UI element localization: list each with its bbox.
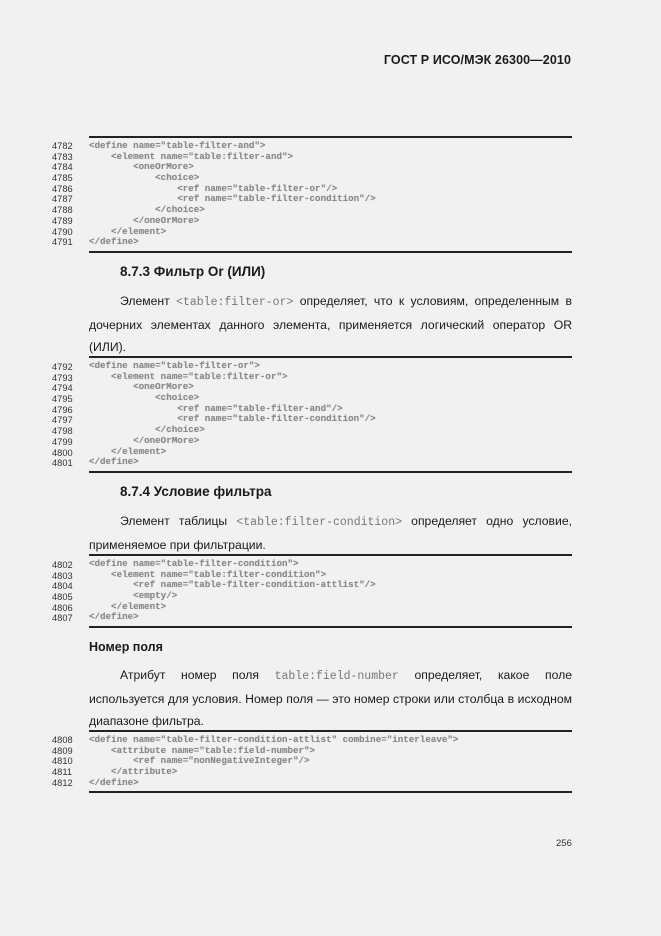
line-number: 4787 (52, 194, 73, 205)
line-number: 4810 (52, 756, 73, 767)
line-number: 4800 (52, 447, 73, 458)
code-line: <empty/> (89, 590, 178, 602)
line-number: 4805 (52, 592, 73, 603)
code-line: </attribute> (89, 766, 178, 778)
code-line: </define> (89, 611, 139, 623)
line-number: 4807 (52, 613, 73, 624)
line-number: 4803 (52, 570, 73, 581)
code-line: </define> (89, 456, 139, 468)
line-number: 4789 (52, 215, 73, 226)
line-number: 4811 (52, 767, 72, 778)
code-line: </element> (89, 445, 167, 457)
code-line: <element name="table:filter-or"> (89, 370, 288, 382)
code-line: </element> (89, 225, 167, 237)
paragraph-text: определяет, что к условиям, определенным в дочерних элементах данного элемента, применяется логический оператор OR (ИЛИ). (89, 294, 572, 354)
inline-code: <table:filter-or> (176, 296, 294, 309)
line-number: 4804 (52, 581, 73, 592)
line-number: 4795 (52, 394, 73, 405)
line-number: 4793 (52, 372, 73, 383)
code-line: <oneOrMore> (89, 161, 194, 173)
code-line: </choice> (89, 204, 205, 216)
line-number: 4794 (52, 383, 73, 394)
line-numbers-block-2 (52, 362, 73, 469)
document-standard-header: ГОСТ Р ИСО/МЭК 26300—2010 (383, 53, 571, 67)
subheading-field-number: Номер поля (89, 640, 163, 654)
line-number: 4802 (52, 560, 73, 570)
code-line: <element name="table:filter-condition"> (89, 568, 327, 580)
code-line: <attribute name="table:field-number"> (89, 744, 316, 756)
code-block-table-filter-or (89, 356, 572, 473)
line-number: 4791 (52, 237, 73, 248)
code-line: </define> (89, 236, 139, 248)
code-line: <ref name="nonNegativeInteger"/> (89, 755, 310, 767)
paragraph-text: Элемент таблицы (120, 514, 237, 528)
line-number: 4801 (52, 458, 73, 469)
code-line: </element> (89, 600, 167, 612)
section-heading-8-7-3: 8.7.3 Фильтр Or (ИЛИ) (120, 264, 266, 279)
paragraph-text: Элемент (120, 294, 177, 308)
line-number: 4783 (52, 151, 73, 162)
code-line: </define> (89, 776, 139, 788)
code-line: <ref name="table-filter-condition"/> (89, 413, 376, 425)
code-line: <ref name="table-filter-condition-attlist"/> (89, 579, 376, 591)
code-line: <ref name="table-filter-or"/> (89, 182, 338, 194)
paragraph-filter-or (89, 290, 572, 358)
code-line: <define name="table-filter-condition"> (89, 558, 299, 569)
line-number: 4782 (52, 141, 73, 151)
section-heading-8-7-4: 8.7.4 Условие фильтра (120, 484, 272, 499)
paragraph-text: определяет одно условие, применяемое при фильтрации. (89, 514, 572, 552)
code-line: <oneOrMore> (89, 381, 194, 393)
line-number: 4788 (52, 205, 73, 216)
code-line: <choice> (89, 172, 200, 184)
code-block-filter-condition-attlist (89, 730, 572, 793)
line-numbers-block-3 (52, 560, 73, 624)
line-number: 4799 (52, 436, 73, 447)
line-number: 4812 (52, 777, 73, 788)
paragraph-text: определяет, какое поле используется для условия. Номер поля — это номер строки или столбца в исходном диапазоне фильтра. (89, 668, 572, 728)
line-number: 4808 (52, 735, 73, 745)
line-number: 4798 (52, 426, 73, 437)
line-number: 4796 (52, 404, 73, 415)
code-line: <choice> (89, 392, 200, 404)
code-line: </oneOrMore> (89, 214, 200, 226)
code-line: <ref name="table-filter-condition"/> (89, 193, 376, 205)
code-line: <element name="table:filter-and"> (89, 150, 293, 162)
code-block-table-filter-condition (89, 554, 572, 628)
inline-code: <table:filter-condition> (236, 516, 403, 529)
inline-code: table:field-number (274, 670, 399, 683)
line-number: 4809 (52, 745, 73, 756)
paragraph-text: Атрибут номер поля (120, 668, 275, 682)
line-numbers-block-1 (52, 141, 73, 248)
paragraph-field-number (89, 664, 572, 732)
paragraph-filter-condition (89, 510, 572, 556)
line-number: 4784 (52, 162, 73, 173)
line-number: 4790 (52, 226, 73, 237)
code-block-table-filter-and (89, 136, 572, 253)
code-line: <ref name="table-filter-and"/> (89, 402, 343, 414)
line-numbers-block-4 (52, 735, 73, 788)
code-line: <define name="table-filter-condition-attlist" combine="interleave"> (89, 734, 459, 745)
code-line: <define name="table-filter-and"> (89, 140, 266, 151)
line-number: 4806 (52, 602, 73, 613)
code-line: </oneOrMore> (89, 434, 200, 446)
line-number: 4792 (52, 362, 73, 372)
line-number: 4786 (52, 183, 73, 194)
code-line: <define name="table-filter-or"> (89, 360, 260, 371)
code-line: </choice> (89, 424, 205, 436)
line-number: 4785 (52, 173, 73, 184)
page-number: 256 (556, 838, 572, 849)
line-number: 4797 (52, 415, 73, 426)
